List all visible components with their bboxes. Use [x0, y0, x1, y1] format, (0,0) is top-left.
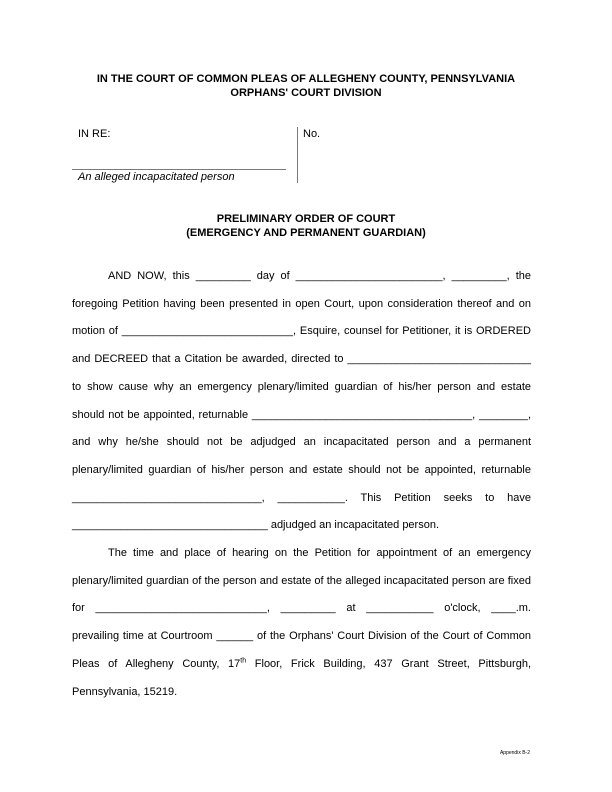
order-paragraph-2-text-b: Floor, Frick Building, 437 Grant Street, Pittsburgh, Pennsylvania, 15219.	[72, 657, 532, 698]
order-paragraph-2	[72, 540, 531, 706]
order-title-line2: (EMERGENCY AND PERMANENT GUARDIAN)	[186, 227, 426, 239]
ordinal-superscript: th	[240, 657, 247, 665]
court-header	[60, 72, 552, 100]
appendix-label: Appendix B-2	[499, 750, 530, 756]
caption-divider	[297, 127, 298, 183]
order-title-line1: PRELIMINARY ORDER OF COURT	[216, 213, 396, 225]
alleged-incapacitated-label: An alleged incapacitated person	[78, 171, 235, 183]
order-body	[72, 263, 531, 706]
order-paragraph-1: AND NOW, this _________ day of ________________________, _________, the foregoing Petition having been presented in open Court, upon consideration thereof and on motion of ____________________________, Esquire, counsel for Petitioner, it is ORDERED and DECREED that a Citation be awarded, directed to ______________________________ to show cause why an emergency plenary/limited guardian of his/her person and estate should not be appointed, returnable ____________________________________, ________, and why he/she should not be adjudged an incapacitated person and a permanent plenary/limited guardian of his/her person and estate should not be appointed, returnable _______________________________, ___________. This Petition seeks to have ________________________________ adjudged an incapacitated person.	[72, 270, 531, 532]
order-title	[60, 212, 552, 240]
court-name: IN THE COURT OF COMMON PLEAS OF ALLEGHENY COUNTY, PENNSYLVANIA	[96, 73, 516, 85]
court-division: ORPHANS' COURT DIVISION	[230, 87, 382, 99]
case-number-label: No.	[303, 128, 321, 140]
in-re-label: IN RE:	[78, 128, 111, 140]
caption-name-line	[72, 169, 286, 170]
order-paragraph-2-text-a: The time and place of hearing on the Petition for appointment of an emergency plenary/limited guardian of the person and estate of the alleged incapacitated person are fixed for ____________________________, _________ at ___________ o'clock, ____.m. prevailing time at Courtroom ______ of the Orphans' Court Division of the Court of Common Pleas of Allegheny County, 17	[72, 547, 531, 670]
